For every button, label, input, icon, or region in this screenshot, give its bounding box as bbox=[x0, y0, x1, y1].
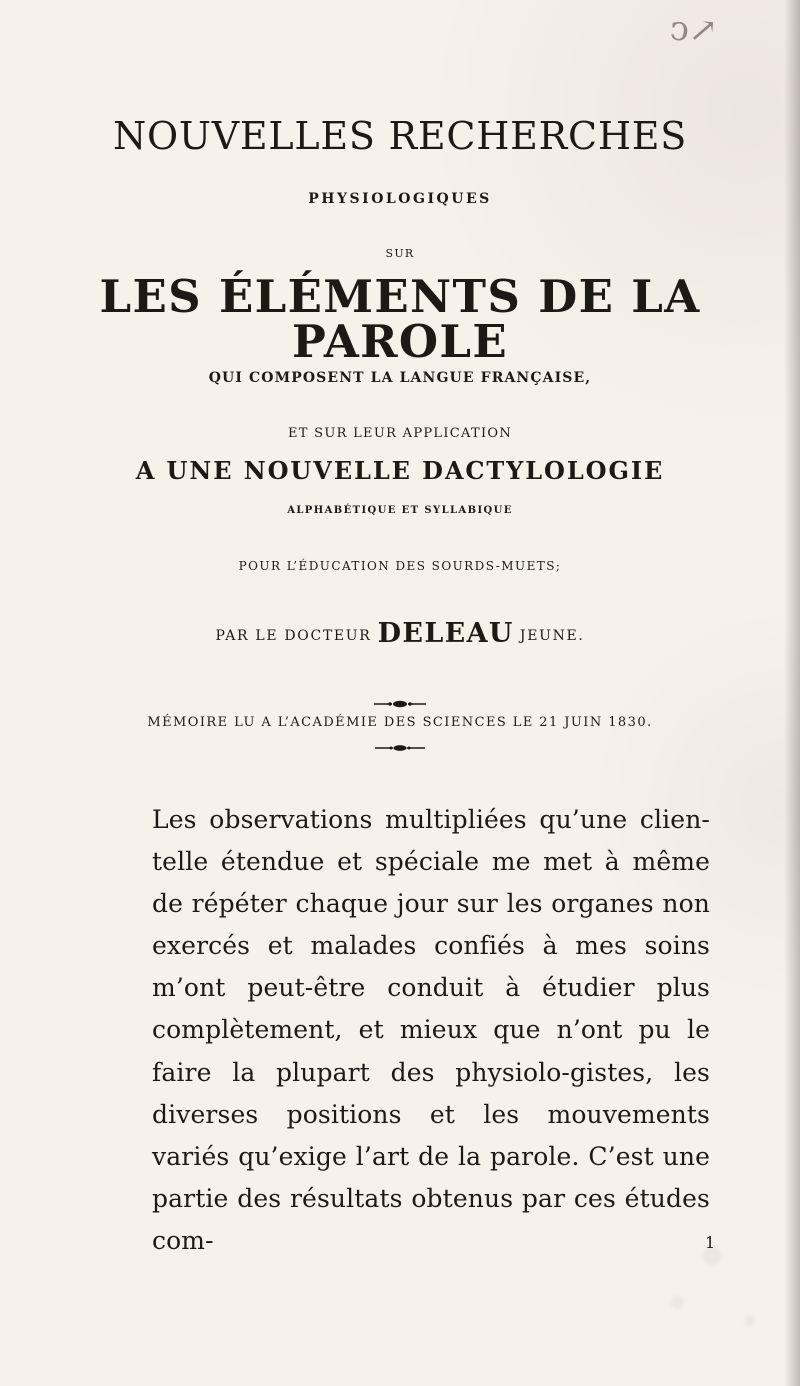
author-name: DELEAU bbox=[377, 618, 514, 649]
ornament-bottom-icon bbox=[372, 743, 428, 753]
page-number: 1 bbox=[705, 1233, 716, 1252]
title-line-8: ALPHABÉTIQUE ET SYLLABIQUE bbox=[287, 505, 513, 516]
title-line-7: A UNE NOUVELLE DACTYLOLOGIE bbox=[135, 456, 665, 485]
title-line-6: ET SUR LEUR APPLICATION bbox=[287, 426, 513, 441]
title-line-3: SUR bbox=[385, 247, 415, 260]
title-line-2: PHYSIOLOGIQUES bbox=[308, 191, 492, 207]
title-line-1: NOUVELLES RECHERCHES bbox=[112, 114, 688, 158]
author-prefix: PAR LE DOCTEUR bbox=[215, 628, 372, 644]
paper-stain bbox=[745, 1316, 755, 1326]
page-edge-shadow bbox=[784, 0, 800, 1386]
body-text bbox=[152, 799, 710, 1262]
author-line bbox=[90, 618, 710, 649]
author-suffix: JEUNE. bbox=[519, 628, 585, 644]
pencil-mark-icon: ↄ↗ bbox=[668, 8, 719, 52]
memoir-line: MÉMOIRE LU A L’ACADÉMIE DES SCIENCES LE 21 JUIN 1830. bbox=[147, 715, 653, 730]
title-line-9: POUR L’ÉDUCATION DES SOURDS-MUETS; bbox=[238, 559, 562, 573]
title-line-4: LES ÉLÉMENTS DE LA PAROLE bbox=[99, 270, 701, 368]
body-paragraph: Les observations multipliées qu’une clien-telle étendue et spéciale me met à même de répéter chaque jour sur les organes non exercés et malades confiés à mes soins m’ont peut-être conduit à étudier plus complètement, et mieux que n’ont pu le faire la plupart des physiolo-gistes, les diverses positions et les mouvements variés qu’exige l’art de la parole. C’est une partie des résultats obtenus par ces études com- bbox=[152, 805, 710, 1255]
paper-stain bbox=[671, 1296, 684, 1309]
ornament-top-icon bbox=[372, 699, 428, 709]
title-line-5: QUI COMPOSENT LA LANGUE FRANÇAISE, bbox=[208, 370, 592, 386]
